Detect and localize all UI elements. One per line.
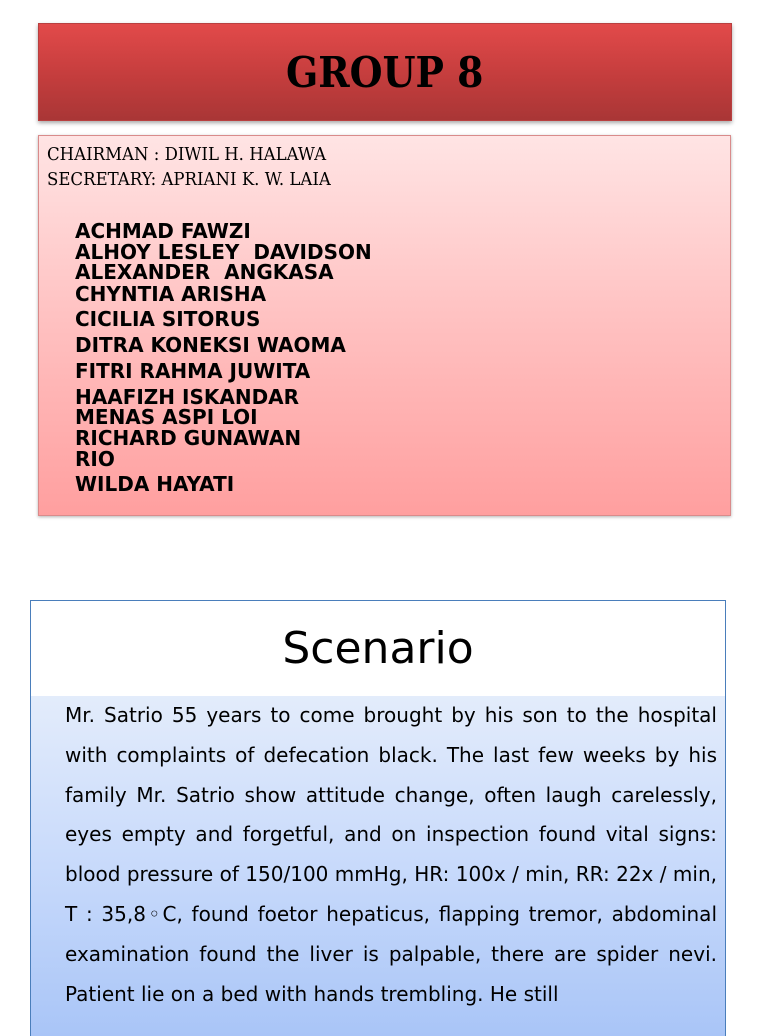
member-name: MENAS ASPI LOI xyxy=(75,405,258,429)
member-name: ALEXANDER ANGKASA xyxy=(75,260,334,284)
scenario-text: Mr. Satrio 55 years to come brought by his son to the hospital with complaints of defecation black. The last few weeks by his family Mr. Satrio show attitude change, often laugh carelessly, eyes empty and forgetful, and on inspection found vital signs: blood pressure of 150/100 mmHg, HR: 100x / min, RR: 22x / min, T : 35,8◦C, found foetor hepaticus, flapping tremor, abdominal examination found the liver is palpable, there are spider nevi. Patient lie on a bed with hands trembling. He still xyxy=(65,703,717,1006)
group-title-bar xyxy=(38,23,732,121)
member-name: ALHOY LESLEY DAVIDSON xyxy=(75,240,372,264)
member-name: FITRI RAHMA JUWITA xyxy=(75,359,311,383)
scenario-heading: Scenario xyxy=(282,623,474,674)
members-panel xyxy=(38,135,731,516)
scenario-header xyxy=(30,600,726,697)
member-name: WILDA HAYATI xyxy=(75,472,235,496)
group-title: GROUP 8 xyxy=(286,47,484,97)
member-name: RICHARD GUNAWAN xyxy=(75,426,302,450)
member-name: RIO xyxy=(75,447,115,471)
scenario-body xyxy=(30,696,726,1036)
member-name: HAAFIZH ISKANDAR xyxy=(75,385,300,409)
member-name: ACHMAD FAWZI xyxy=(75,219,251,243)
chairman-line: CHAIRMAN : DIWIL H. HALAWA xyxy=(47,144,327,165)
member-name: CHYNTIA ARISHA xyxy=(75,282,267,306)
member-name: DITRA KONEKSI WAOMA xyxy=(75,333,346,357)
secretary-line: SECRETARY: APRIANI K. W. LAIA xyxy=(47,169,331,190)
member-name: CICILIA SITORUS xyxy=(75,307,261,331)
